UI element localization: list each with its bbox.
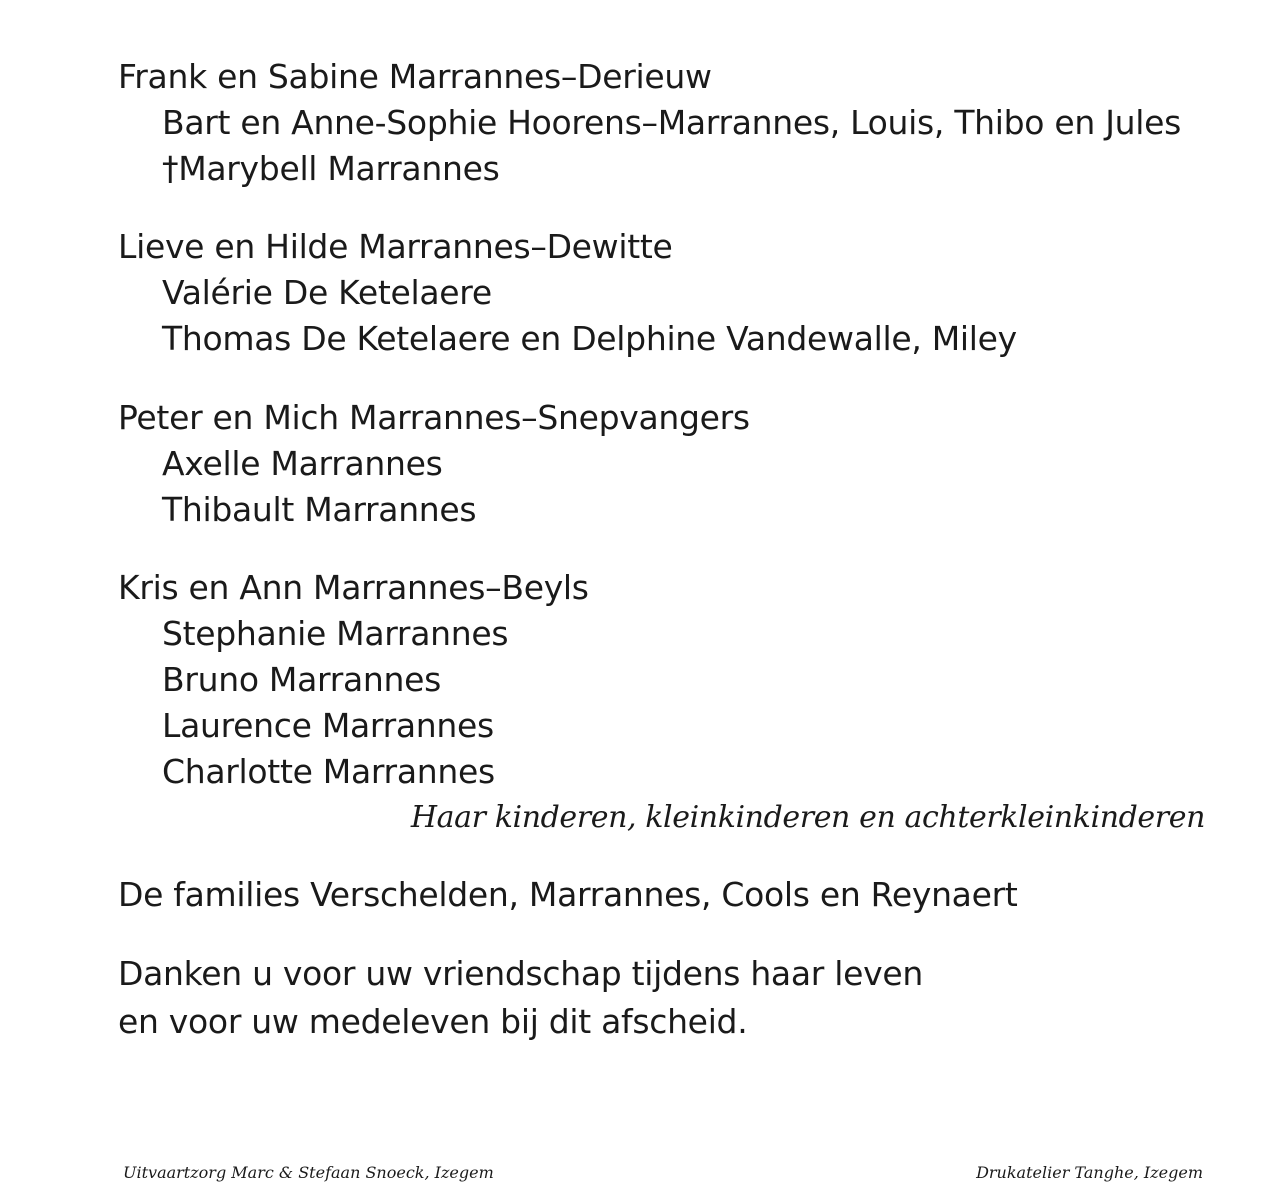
family-block [118,565,589,795]
thanks-line: en voor uw medeleven bij dit afscheid. [118,1002,748,1041]
thanks-line: Danken u voor uw vriendschap tijdens haar leven [118,954,923,993]
family-block [118,395,750,533]
family-head: Peter en Mich Marrannes–Snepvangers [118,398,750,437]
extended-families: De families Verschelden, Marrannes, Cools en Reynaert [118,875,1018,914]
family-member: Bart en Anne-Sophie Hoorens–Marrannes, Louis, Thibo en Jules [162,103,1182,142]
family-member: †Marybell Marrannes [162,149,500,188]
family-member: Thomas De Ketelaere en Delphine Vandewalle, Miley [162,319,1017,358]
family-block [118,54,1181,192]
family-head: Frank en Sabine Marrannes–Derieuw [118,57,712,96]
signature-line: Haar kinderen, kleinkinderen en achterkleinkinderen [410,800,1205,835]
family-head: Kris en Ann Marrannes–Beyls [118,568,589,607]
family-member: Charlotte Marrannes [162,752,495,791]
family-head: Lieve en Hilde Marrannes–Dewitte [118,227,673,266]
footer-printer: Drukatelier Tanghe, Izegem [976,1163,1203,1182]
family-member: Thibault Marrannes [162,490,477,529]
family-member: Valérie De Ketelaere [162,273,492,312]
family-member: Stephanie Marrannes [162,614,509,653]
family-member: Axelle Marrannes [162,444,443,483]
family-block [118,224,1017,362]
footer-undertaker: Uitvaartzorg Marc & Stefaan Snoeck, Izegem [123,1163,494,1182]
thanks-message [118,950,923,1046]
family-member: Bruno Marrannes [162,660,442,699]
family-member: Laurence Marrannes [162,706,494,745]
